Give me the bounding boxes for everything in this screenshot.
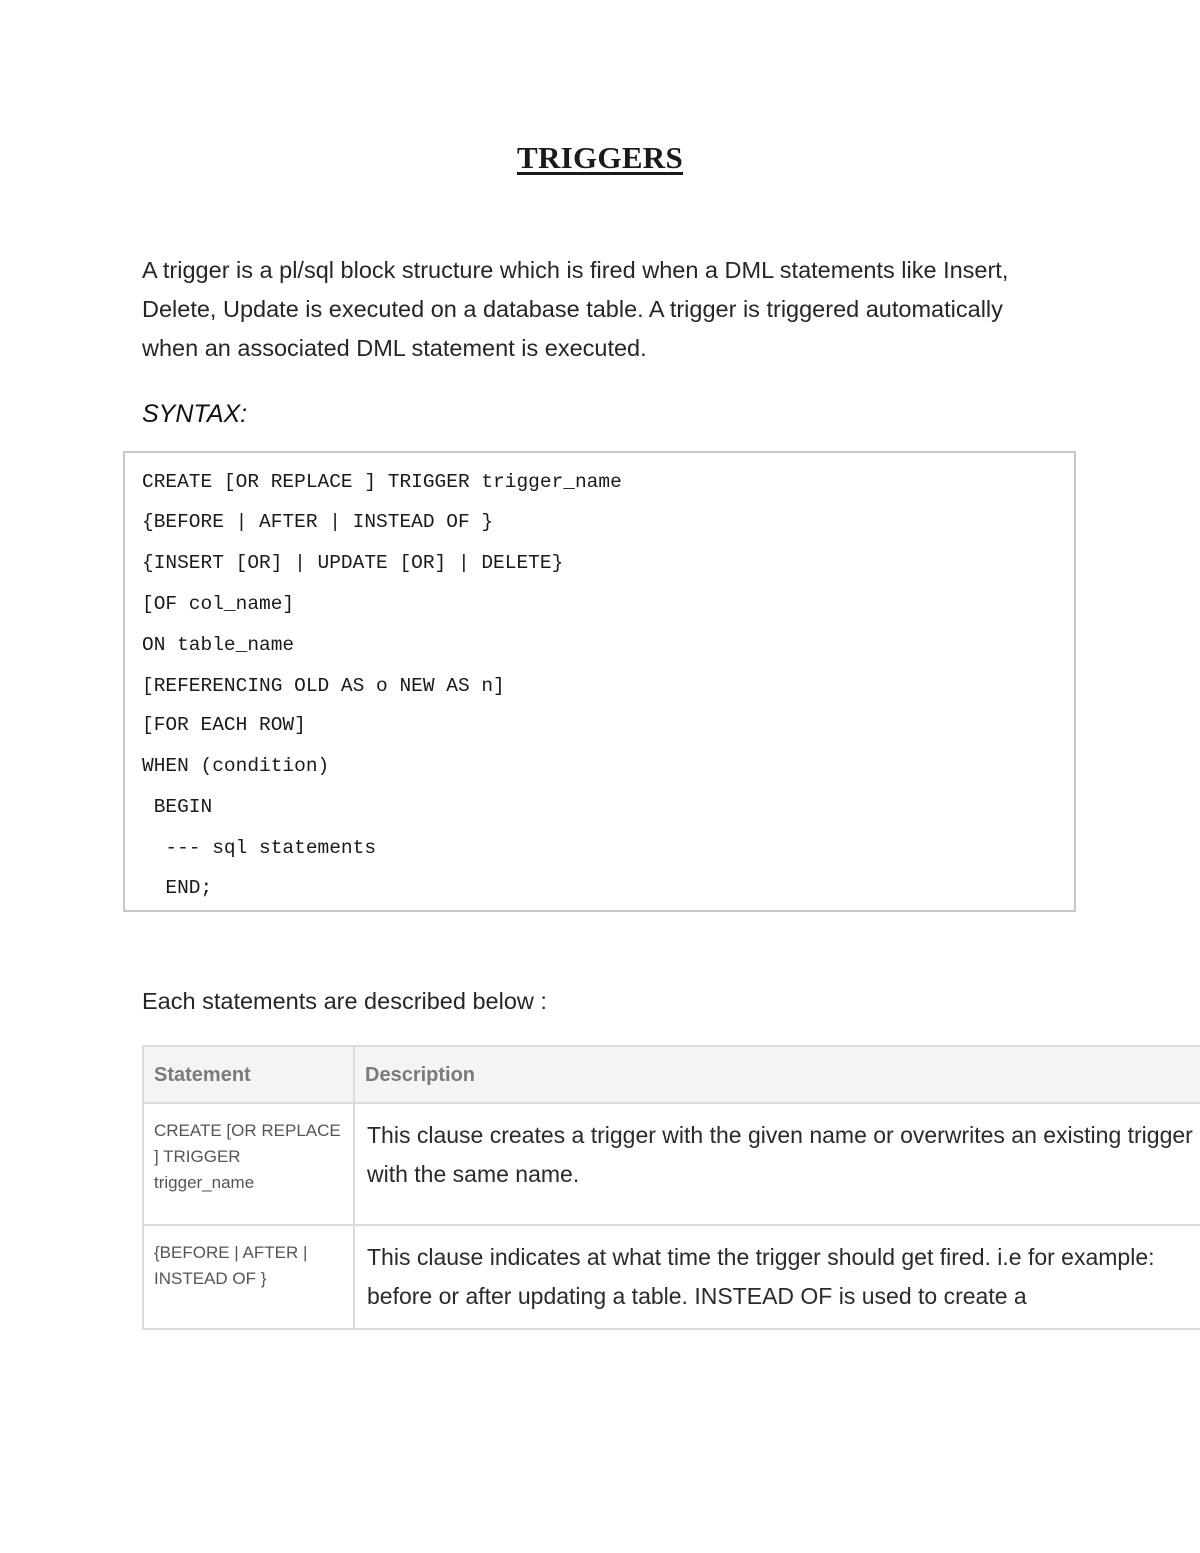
table-intro-text: Each statements are described below : (142, 988, 547, 1014)
description-cell: This clause creates a trigger with the given name or overwrites an existing trigger with the same name. (354, 1103, 1200, 1225)
code-line: [REFERENCING OLD AS o NEW AS n] (142, 675, 505, 697)
code-line: ON table_name (142, 634, 295, 656)
intro-paragraph: A trigger is a pl/sql block structure which is fired when a DML statements like Insert, Delete, Update is executed on a database table. A trigger is triggered automatically when an associated DML statement is executed. (142, 257, 1009, 361)
code-line: CREATE [OR REPLACE ] TRIGGER trigger_name (142, 471, 622, 493)
syntax-code-block (123, 451, 1076, 912)
table-row (143, 1225, 1200, 1329)
code-line: BEGIN (142, 796, 213, 818)
code-line: WHEN (condition) (142, 755, 330, 777)
code-line: --- sql statements (142, 837, 377, 859)
table-row (143, 1103, 1200, 1225)
code-line: [FOR EACH ROW] (142, 714, 306, 736)
header-statement: Statement (143, 1046, 354, 1103)
syntax-heading: SYNTAX: (142, 400, 248, 428)
code-line: {INSERT [OR] | UPDATE [OR] | DELETE} (142, 552, 564, 574)
page-title: TRIGGERS (516, 140, 684, 175)
description-cell: This clause indicates at what time the trigger should get fired. i.e for example: before or after updating a table. INSTEAD OF is used to create a (354, 1225, 1200, 1329)
header-description: Description (354, 1046, 1200, 1103)
code-line: {BEFORE | AFTER | INSTEAD OF } (142, 511, 494, 533)
statement-cell: {BEFORE | AFTER | INSTEAD OF } (143, 1225, 354, 1329)
statements-table (142, 1045, 1200, 1330)
code-line: END; (142, 877, 213, 899)
code-line: [OF col_name] (142, 593, 295, 615)
statement-cell: CREATE [OR REPLACE ] TRIGGER trigger_name (143, 1103, 354, 1225)
table-header-row (143, 1046, 1200, 1103)
